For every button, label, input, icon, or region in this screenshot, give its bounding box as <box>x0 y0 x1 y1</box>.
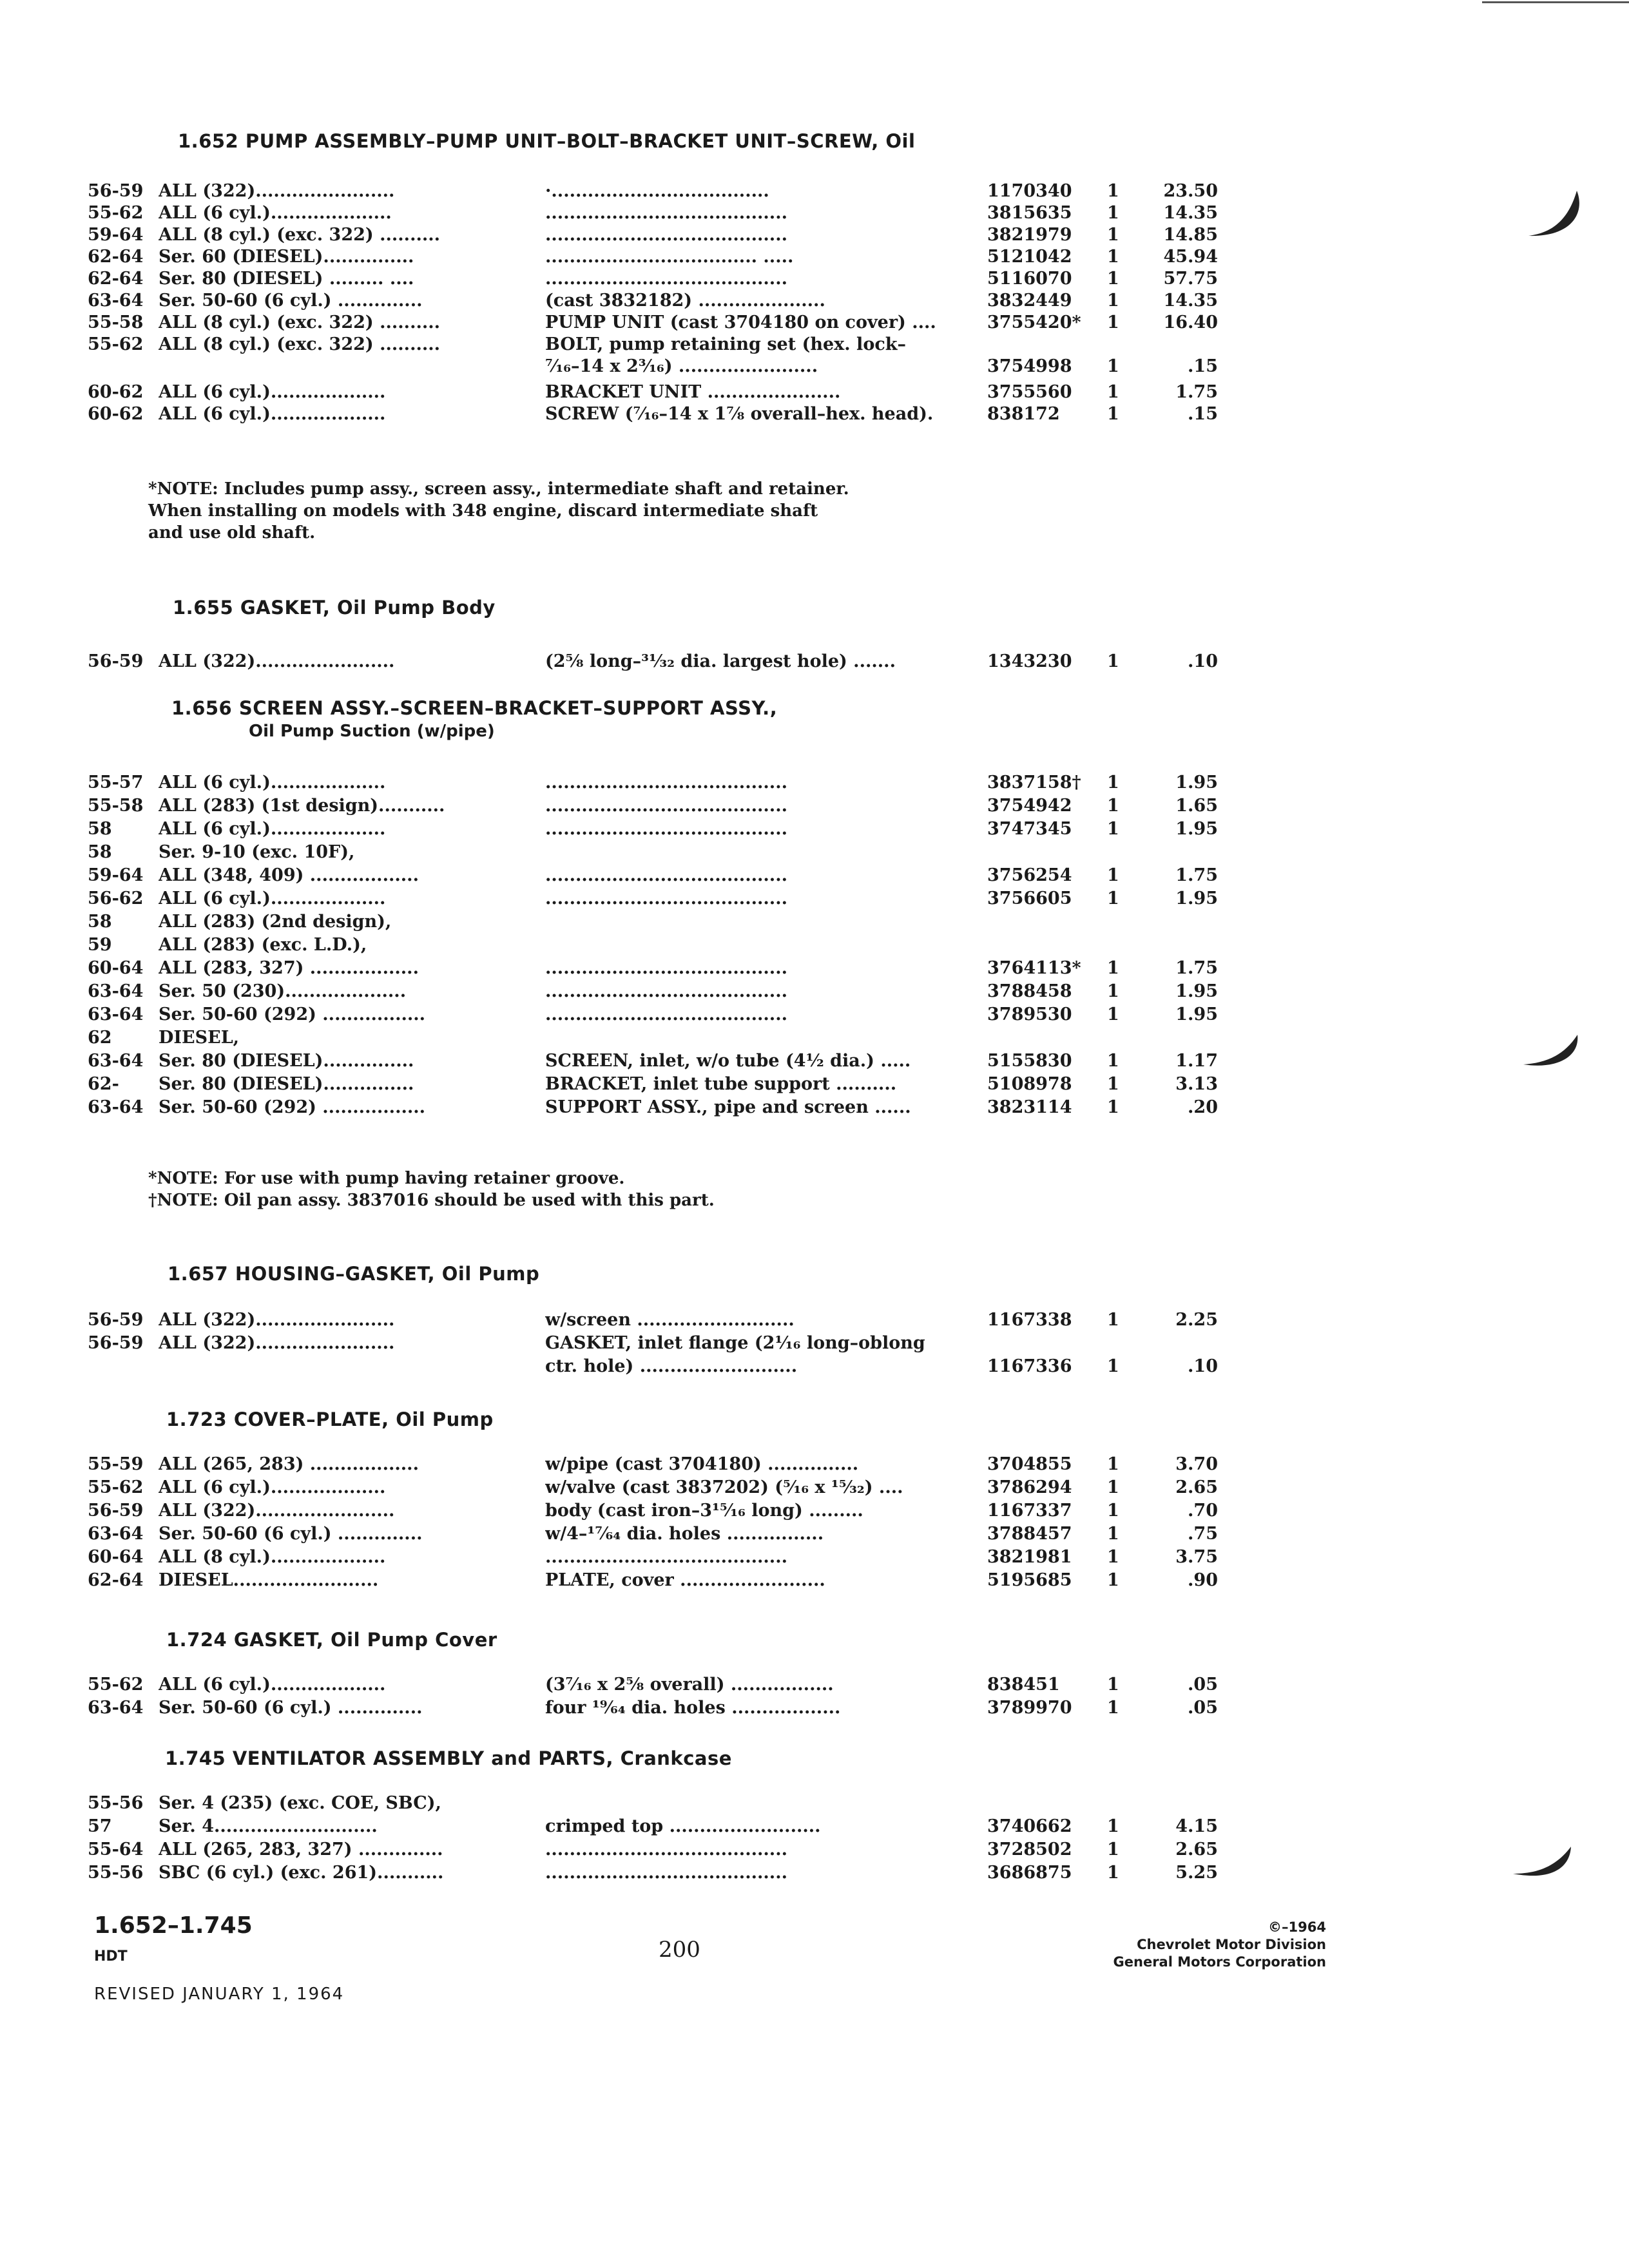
description-cell: ........................................ <box>545 796 787 816</box>
part-number-cell: 3788457 <box>987 1524 1072 1544</box>
table-row <box>0 223 1629 247</box>
table-row <box>0 979 1629 1004</box>
section-note: *NOTE: Includes pump assy., screen assy., intermediate shaft and retainer. <box>148 479 849 499</box>
table-row <box>0 956 1629 981</box>
description-cell: SCREW (⁷⁄₁₆–14 x 1⅞ overall–hex. head). <box>545 404 934 424</box>
description-cell: body (cast iron–3¹⁵⁄₁₆ long) ......... <box>545 1501 863 1521</box>
description-cell: SUPPORT ASSY., pipe and screen ...... <box>545 1097 911 1117</box>
section-title: 1.745 VENTILATOR ASSEMBLY and PARTS, Crankcase <box>165 1747 732 1769</box>
table-row <box>0 1095 1629 1120</box>
part-number-cell: 3764113* <box>987 958 1081 978</box>
price-cell: .05 <box>1188 1675 1218 1695</box>
quantity-cell: 1 <box>1107 312 1119 332</box>
description-cell: SCREEN, inlet, w/o tube (4½ dia.) ..... <box>545 1051 911 1071</box>
description-cell: crimped top ......................... <box>545 1816 821 1836</box>
year-range-cell: 55-64 <box>88 1840 144 1860</box>
year-range-cell: 63-64 <box>88 1004 144 1024</box>
model-cell: ALL (6 cyl.)................... <box>159 773 386 793</box>
part-number-cell: 838451 <box>987 1675 1060 1695</box>
part-number-cell: 5121042 <box>987 247 1072 267</box>
model-cell: Ser. 4 (235) (exc. COE, SBC), <box>159 1793 441 1813</box>
description-cell: ........................................ <box>545 1840 787 1860</box>
table-row <box>0 933 1629 957</box>
section-note: †NOTE: Oil pan assy. 3837016 should be used with this part. <box>148 1191 715 1210</box>
model-cell: ALL (265, 283) .................. <box>159 1454 419 1474</box>
table-row <box>0 649 1629 674</box>
table-row <box>0 332 1629 357</box>
model-cell: ALL (6 cyl.)................... <box>159 404 386 424</box>
description-cell: BOLT, pump retaining set (hex. lock– <box>545 334 906 354</box>
price-cell: .90 <box>1188 1570 1218 1590</box>
model-cell: DIESEL, <box>159 1028 240 1048</box>
model-cell: ALL (322)....................... <box>159 1501 395 1521</box>
description-cell: ⁷⁄₁₆–14 x 2³⁄₁₆) ....................... <box>545 356 818 376</box>
part-number-cell: 3754942 <box>987 796 1072 816</box>
table-row <box>0 380 1629 405</box>
quantity-cell: 1 <box>1107 796 1119 816</box>
part-number-cell: 3728502 <box>987 1840 1072 1860</box>
price-cell: .20 <box>1188 1097 1218 1117</box>
table-row <box>0 910 1629 934</box>
price-cell: 14.35 <box>1163 291 1218 311</box>
quantity-cell: 1 <box>1107 1356 1119 1376</box>
table-row <box>0 771 1629 795</box>
model-cell: ALL (6 cyl.)................... <box>159 1675 386 1695</box>
model-cell: ALL (6 cyl.)................... <box>159 819 386 839</box>
year-range-cell: 63-64 <box>88 1524 144 1544</box>
model-cell: ALL (6 cyl.)................... <box>159 382 386 402</box>
quantity-cell: 1 <box>1107 225 1119 245</box>
table-row <box>0 1791 1629 1816</box>
part-number-cell: 3756605 <box>987 889 1072 908</box>
table-row <box>0 1049 1629 1073</box>
table-row <box>0 1072 1629 1097</box>
table-row <box>0 245 1629 269</box>
year-range-cell: 59 <box>88 935 112 955</box>
year-range-cell: 60-62 <box>88 382 144 402</box>
description-cell: (cast 3832182) ..................... <box>545 291 825 311</box>
table-row <box>0 1003 1629 1027</box>
year-range-cell: 55-62 <box>88 1477 144 1497</box>
description-cell: ........................................ <box>545 203 787 223</box>
model-cell: Ser. 4........................... <box>159 1816 378 1836</box>
model-cell: Ser. 50 (230).................... <box>159 981 407 1001</box>
corporation-line: General Motors Corporation <box>1113 1954 1326 1970</box>
model-cell: Ser. 50-60 (6 cyl.) .............. <box>159 1698 423 1718</box>
quantity-cell: 1 <box>1107 1501 1119 1521</box>
model-cell: ALL (6 cyl.)................... <box>159 889 386 908</box>
description-cell: w/valve (cast 3837202) (⁵⁄₁₆ x ¹⁵⁄₃₂) .... <box>545 1477 903 1497</box>
part-number-cell: 3823114 <box>987 1097 1072 1117</box>
part-number-cell: 1167337 <box>987 1501 1072 1521</box>
model-cell: ALL (8 cyl.) (exc. 322) .......... <box>159 312 441 332</box>
quantity-cell: 1 <box>1107 181 1119 201</box>
model-cell: Ser. 50-60 (292) ................. <box>159 1004 426 1024</box>
price-cell: .15 <box>1188 404 1218 424</box>
quantity-cell: 1 <box>1107 1863 1119 1883</box>
table-row <box>0 1673 1629 1697</box>
year-range-cell: 63-64 <box>88 981 144 1001</box>
part-number-cell: 3786294 <box>987 1477 1072 1497</box>
part-number-cell: 5116070 <box>987 269 1072 289</box>
price-cell: .10 <box>1188 1356 1218 1376</box>
part-number-cell: 3754998 <box>987 356 1072 376</box>
part-number-cell: 3832449 <box>987 291 1072 311</box>
description-cell: ........................................ <box>545 1004 787 1024</box>
quantity-cell: 1 <box>1107 1477 1119 1497</box>
section-title: 1.657 HOUSING–GASKET, Oil Pump <box>168 1263 540 1285</box>
price-cell: .10 <box>1188 651 1218 671</box>
description-cell: ........................................ <box>545 981 787 1001</box>
part-number-cell: 838172 <box>987 404 1060 424</box>
model-cell: ALL (322)....................... <box>159 1333 395 1353</box>
model-cell: ALL (322)....................... <box>159 181 395 201</box>
year-range-cell: 63-64 <box>88 1698 144 1718</box>
price-cell: 1.65 <box>1175 796 1218 816</box>
year-range-cell: 62-64 <box>88 1570 144 1590</box>
part-number-cell: 5108978 <box>987 1074 1072 1094</box>
table-row <box>0 311 1629 335</box>
table-row <box>0 1499 1629 1523</box>
description-cell: ........................................ <box>545 1863 787 1883</box>
table-row <box>0 863 1629 888</box>
section-note: *NOTE: For use with pump having retainer groove. <box>148 1169 625 1188</box>
year-range-cell: 62- <box>88 1074 119 1094</box>
price-cell: .05 <box>1188 1698 1218 1718</box>
year-range-cell: 63-64 <box>88 291 144 311</box>
year-range-cell: 56-59 <box>88 651 144 671</box>
model-cell: ALL (322)....................... <box>159 1310 395 1330</box>
description-cell: (2⅝ long–³¹⁄₃₂ dia. largest hole) ....... <box>545 651 896 671</box>
price-cell: .75 <box>1188 1524 1218 1544</box>
edge-line-icon <box>1482 0 1629 8</box>
description-cell: (3⁷⁄₁₆ x 2⅝ overall) ................. <box>545 1675 834 1695</box>
quantity-cell: 1 <box>1107 404 1119 424</box>
table-row <box>0 840 1629 865</box>
description-cell: ........................................ <box>545 773 787 793</box>
section-title: 1.652 PUMP ASSEMBLY–PUMP UNIT–BOLT–BRACKET UNIT–SCREW, Oil <box>178 130 916 152</box>
year-range-cell: 55-62 <box>88 334 144 354</box>
quantity-cell: 1 <box>1107 1524 1119 1544</box>
section-title: 1.724 GASKET, Oil Pump Cover <box>166 1629 497 1651</box>
description-cell: w/screen .......................... <box>545 1310 795 1330</box>
table-row <box>0 1331 1629 1356</box>
year-range-cell: 62 <box>88 1028 112 1048</box>
year-range-cell: 56-59 <box>88 181 144 201</box>
part-number-cell: 3704855 <box>987 1454 1072 1474</box>
price-cell: 3.70 <box>1175 1454 1218 1474</box>
table-row <box>0 1696 1629 1720</box>
year-range-cell: 55-58 <box>88 796 144 816</box>
quantity-cell: 1 <box>1107 1675 1119 1695</box>
table-row <box>0 1026 1629 1050</box>
part-number-cell: 3821979 <box>987 225 1072 245</box>
catalog-code: HDT <box>94 1948 128 1965</box>
quantity-cell: 1 <box>1107 1570 1119 1590</box>
description-cell: ........................................ <box>545 819 787 839</box>
description-cell: BRACKET UNIT ...................... <box>545 382 841 402</box>
model-cell: ALL (6 cyl.)................... <box>159 1477 386 1497</box>
copyright-line: ©–1964 <box>1268 1919 1326 1935</box>
year-range-cell: 55-62 <box>88 1675 144 1695</box>
table-row <box>0 354 1629 379</box>
table-row <box>0 402 1629 427</box>
part-number-cell: 3686875 <box>987 1863 1072 1883</box>
quantity-cell: 1 <box>1107 291 1119 311</box>
description-cell: ................................... ..... <box>545 247 794 267</box>
table-row <box>0 794 1629 818</box>
quantity-cell: 1 <box>1107 1097 1119 1117</box>
part-number-cell: 3755420* <box>987 312 1081 332</box>
year-range-cell: 58 <box>88 819 112 839</box>
price-cell: 3.75 <box>1175 1547 1218 1567</box>
model-cell: Ser. 50-60 (6 cyl.) .............. <box>159 291 423 311</box>
table-row <box>0 1475 1629 1500</box>
model-cell: ALL (8 cyl.) (exc. 322) .......... <box>159 225 441 245</box>
quantity-cell: 1 <box>1107 1004 1119 1024</box>
year-range-cell: 57 <box>88 1816 112 1836</box>
year-range-cell: 56-59 <box>88 1310 144 1330</box>
binding-mark-icon <box>1516 186 1586 250</box>
quantity-cell: 1 <box>1107 1816 1119 1836</box>
model-cell: ALL (322)....................... <box>159 651 395 671</box>
price-cell: 5.25 <box>1175 1863 1218 1883</box>
year-range-cell: 55-57 <box>88 773 144 793</box>
model-cell: ALL (265, 283, 327) .............. <box>159 1840 443 1860</box>
table-row <box>0 289 1629 313</box>
price-cell: 23.50 <box>1163 181 1218 201</box>
section-title: 1.655 GASKET, Oil Pump Body <box>173 597 496 619</box>
part-number-cell: 3788458 <box>987 981 1072 1001</box>
part-number-cell: 1167336 <box>987 1356 1072 1376</box>
model-cell: ALL (348, 409) .................. <box>159 865 419 885</box>
year-range-cell: 55-56 <box>88 1793 144 1813</box>
year-range-cell: 63-64 <box>88 1051 144 1071</box>
model-cell: Ser. 80 (DIESEL) ......... .... <box>159 269 414 289</box>
table-row <box>0 817 1629 841</box>
price-cell: 16.40 <box>1163 312 1218 332</box>
table-row <box>0 1861 1629 1885</box>
price-cell: 1.95 <box>1175 981 1218 1001</box>
revised-date: REVISED JANUARY 1, 1964 <box>94 1984 345 2004</box>
year-range-cell: 60-62 <box>88 404 144 424</box>
year-range-cell: 58 <box>88 842 112 862</box>
part-number-cell: 3815635 <box>987 203 1072 223</box>
price-cell: 1.95 <box>1175 1004 1218 1024</box>
year-range-cell: 62-64 <box>88 269 144 289</box>
description-cell: four ¹⁹⁄₆₄ dia. holes .................. <box>545 1698 841 1718</box>
price-cell: 4.15 <box>1175 1816 1218 1836</box>
table-row <box>0 1568 1629 1593</box>
year-range-cell: 56-59 <box>88 1333 144 1353</box>
description-cell: GASKET, inlet flange (2¹⁄₁₆ long–oblong <box>545 1333 925 1353</box>
price-cell: 45.94 <box>1163 247 1218 267</box>
quantity-cell: 1 <box>1107 1840 1119 1860</box>
model-cell: Ser. 80 (DIESEL)............... <box>159 1051 414 1071</box>
year-range-cell: 56-59 <box>88 1501 144 1521</box>
quantity-cell: 1 <box>1107 773 1119 793</box>
description-cell: ........................................ <box>545 889 787 908</box>
binding-mark-icon <box>1508 1843 1579 1888</box>
price-cell: 1.75 <box>1175 382 1218 402</box>
year-range-cell: 55-62 <box>88 203 144 223</box>
quantity-cell: 1 <box>1107 1310 1119 1330</box>
table-row <box>0 1545 1629 1570</box>
price-cell: 1.95 <box>1175 773 1218 793</box>
price-cell: 2.65 <box>1175 1477 1218 1497</box>
part-number-cell: 1343230 <box>987 651 1072 671</box>
model-cell: Ser. 50-60 (6 cyl.) .............. <box>159 1524 423 1544</box>
section-title: 1.656 SCREEN ASSY.–SCREEN–BRACKET–SUPPORT ASSY., <box>171 697 778 719</box>
division-line: Chevrolet Motor Division <box>1137 1937 1326 1952</box>
description-cell: ........................................ <box>545 958 787 978</box>
quantity-cell: 1 <box>1107 865 1119 885</box>
price-cell: 3.13 <box>1175 1074 1218 1094</box>
table-row <box>0 1354 1629 1379</box>
table-row <box>0 1814 1629 1839</box>
part-number-cell: 5195685 <box>987 1570 1072 1590</box>
quantity-cell: 1 <box>1107 1074 1119 1094</box>
price-cell: 1.95 <box>1175 889 1218 908</box>
quantity-cell: 1 <box>1107 203 1119 223</box>
year-range-cell: 55-59 <box>88 1454 144 1474</box>
price-cell: .70 <box>1188 1501 1218 1521</box>
part-number-cell: 3740662 <box>987 1816 1072 1836</box>
description-cell: PUMP UNIT (cast 3704180 on cover) .... <box>545 312 936 332</box>
price-cell: 57.75 <box>1163 269 1218 289</box>
table-row <box>0 1838 1629 1862</box>
part-number-cell: 3789530 <box>987 1004 1072 1024</box>
description-cell: BRACKET, inlet tube support .......... <box>545 1074 897 1094</box>
price-cell: 2.65 <box>1175 1840 1218 1860</box>
price-cell: 1.17 <box>1175 1051 1218 1071</box>
description-cell: ctr. hole) .......................... <box>545 1356 798 1376</box>
model-cell: Ser. 80 (DIESEL)............... <box>159 1074 414 1094</box>
publisher-block <box>1113 1919 1326 1971</box>
price-cell: 2.25 <box>1175 1310 1218 1330</box>
year-range-cell: 60-64 <box>88 1547 144 1567</box>
year-range-cell: 63-64 <box>88 1097 144 1117</box>
quantity-cell: 1 <box>1107 958 1119 978</box>
year-range-cell: 59-64 <box>88 865 144 885</box>
quantity-cell: 1 <box>1107 819 1119 839</box>
section-title: 1.723 COVER–PLATE, Oil Pump <box>166 1408 494 1430</box>
quantity-cell: 1 <box>1107 356 1119 376</box>
price-cell: .15 <box>1188 356 1218 376</box>
part-number-cell: 3755560 <box>987 382 1072 402</box>
table-row <box>0 179 1629 204</box>
quantity-cell: 1 <box>1107 1454 1119 1474</box>
model-cell: ALL (283) (1st design)........... <box>159 796 445 816</box>
binding-mark-icon <box>1518 1031 1583 1076</box>
part-number-cell: 3747345 <box>987 819 1072 839</box>
description-cell: w/4–¹⁷⁄₆₄ dia. holes ................ <box>545 1524 824 1544</box>
model-cell: ALL (283) (2nd design), <box>159 912 392 932</box>
year-range-cell: 60-64 <box>88 958 144 978</box>
part-number-cell: 3837158† <box>987 773 1081 793</box>
quantity-cell: 1 <box>1107 269 1119 289</box>
table-row <box>0 267 1629 291</box>
page-range: 1.652–1.745 <box>94 1912 253 1939</box>
price-cell: 1.95 <box>1175 819 1218 839</box>
price-cell: 14.85 <box>1163 225 1218 245</box>
model-cell: ALL (283, 327) .................. <box>159 958 419 978</box>
model-cell: Ser. 50-60 (292) ................. <box>159 1097 426 1117</box>
table-row <box>0 887 1629 911</box>
year-range-cell: 59-64 <box>88 225 144 245</box>
table-row <box>0 1522 1629 1546</box>
part-number-cell: 3756254 <box>987 865 1072 885</box>
year-range-cell: 58 <box>88 912 112 932</box>
price-cell: 1.75 <box>1175 865 1218 885</box>
section-subtitle: Oil Pump Suction (w/pipe) <box>249 722 495 741</box>
description-cell: ·.................................... <box>545 181 769 201</box>
part-number-cell: 1170340 <box>987 181 1072 201</box>
quantity-cell: 1 <box>1107 1547 1119 1567</box>
part-number-cell: 3789970 <box>987 1698 1072 1718</box>
quantity-cell: 1 <box>1107 1051 1119 1071</box>
description-cell: w/pipe (cast 3704180) ............... <box>545 1454 859 1474</box>
price-cell: 1.75 <box>1175 958 1218 978</box>
year-range-cell: 55-58 <box>88 312 144 332</box>
quantity-cell: 1 <box>1107 651 1119 671</box>
model-cell: DIESEL........................ <box>159 1570 379 1590</box>
table-row <box>0 1308 1629 1332</box>
section-note: and use old shaft. <box>148 523 316 543</box>
year-range-cell: 55-56 <box>88 1863 144 1883</box>
description-cell: ........................................ <box>545 269 787 289</box>
model-cell: Ser. 60 (DIESEL)............... <box>159 247 414 267</box>
model-cell: ALL (6 cyl.).................... <box>159 203 392 223</box>
section-note: When installing on models with 348 engine, discard intermediate shaft <box>148 501 818 521</box>
description-cell: ........................................ <box>545 865 787 885</box>
part-number-cell: 5155830 <box>987 1051 1072 1071</box>
quantity-cell: 1 <box>1107 247 1119 267</box>
price-cell: 14.35 <box>1163 203 1218 223</box>
model-cell: ALL (8 cyl.) (exc. 322) .......... <box>159 334 441 354</box>
description-cell: ........................................ <box>545 1547 787 1567</box>
part-number-cell: 1167338 <box>987 1310 1072 1330</box>
quantity-cell: 1 <box>1107 382 1119 402</box>
page-number: 200 <box>659 1937 700 1963</box>
quantity-cell: 1 <box>1107 981 1119 1001</box>
year-range-cell: 56-62 <box>88 889 144 908</box>
table-row <box>0 1452 1629 1477</box>
description-cell: ........................................ <box>545 225 787 245</box>
year-range-cell: 62-64 <box>88 247 144 267</box>
quantity-cell: 1 <box>1107 1698 1119 1718</box>
part-number-cell: 3821981 <box>987 1547 1072 1567</box>
description-cell: PLATE, cover ........................ <box>545 1570 825 1590</box>
model-cell: Ser. 9-10 (exc. 10F), <box>159 842 355 862</box>
quantity-cell: 1 <box>1107 889 1119 908</box>
table-row <box>0 201 1629 226</box>
model-cell: ALL (283) (exc. L.D.), <box>159 935 367 955</box>
model-cell: SBC (6 cyl.) (exc. 261)........... <box>159 1863 444 1883</box>
model-cell: ALL (8 cyl.)................... <box>159 1547 386 1567</box>
